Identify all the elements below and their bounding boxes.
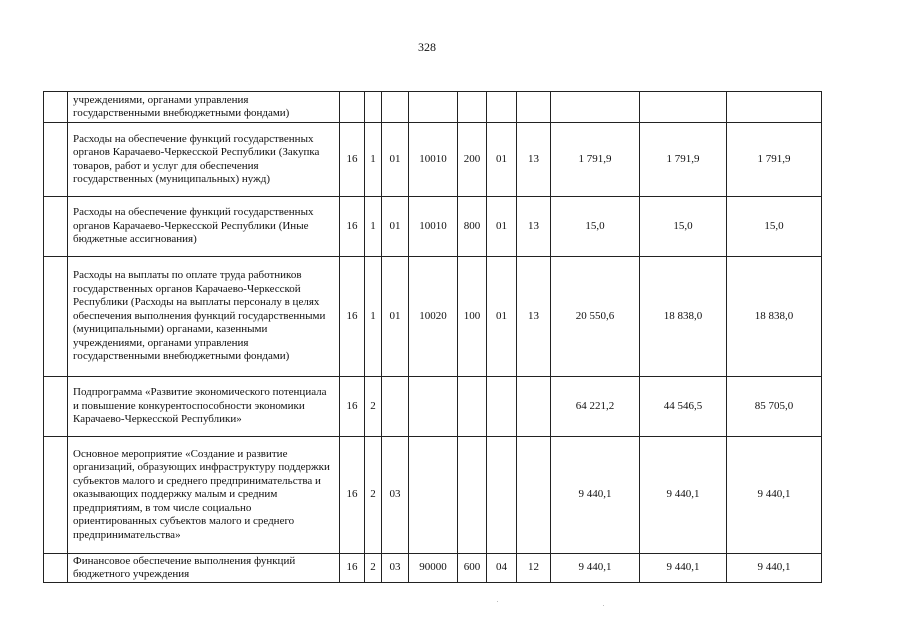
amount-year-1: 9 440,1 [551, 437, 640, 554]
row-number-cell [44, 377, 68, 437]
amount-year-2: 9 440,1 [640, 554, 727, 583]
table-row [44, 197, 822, 257]
amount-year-1: 64 221,2 [551, 377, 640, 437]
code-section: 01 [487, 197, 517, 257]
code-direction: 10010 [409, 197, 458, 257]
code-expense-type [458, 92, 487, 123]
row-description: Расходы на обеспечение функций государственных органов Карачаево-Черкесской Республики (Иные бюджетные ассигнования) [68, 197, 340, 257]
code-section [487, 377, 517, 437]
row-number-cell [44, 197, 68, 257]
code-direction: 10010 [409, 123, 458, 197]
code-subsection [517, 92, 551, 123]
code-program: 1 [365, 257, 382, 377]
scan-speck [497, 601, 498, 602]
row-description: Финансовое обеспечение выполнения функций бюджетного учреждения [68, 554, 340, 583]
code-subsection: 13 [517, 257, 551, 377]
table-row [44, 377, 822, 437]
budget-table-body [44, 92, 822, 583]
code-subsection: 12 [517, 554, 551, 583]
row-description: Основное мероприятие «Создание и развитие организаций, образующих инфраструктуру поддержки субъектов малого и среднего предпринимательства и оказывающих поддержку малым и средним предприятиям, в том числе социально ориентированных субъектов малого и среднего предпринимательства» [68, 437, 340, 554]
amount-year-3: 9 440,1 [727, 437, 822, 554]
code-subprogram: 03 [382, 554, 409, 583]
code-direction: 10020 [409, 257, 458, 377]
amount-year-3: 9 440,1 [727, 554, 822, 583]
amount-year-3: 18 838,0 [727, 257, 822, 377]
code-program: 2 [365, 377, 382, 437]
code-program [365, 92, 382, 123]
code-subsection: 13 [517, 123, 551, 197]
row-number-cell [44, 92, 68, 123]
code-section [487, 92, 517, 123]
amount-year-1: 15,0 [551, 197, 640, 257]
row-description: Подпрограмма «Развитие экономического потенциала и повышение конкурентоспособности экономики Карачаево-Черкесской Республики» [68, 377, 340, 437]
code-program: 2 [365, 554, 382, 583]
row-number-cell [44, 437, 68, 554]
table-row [44, 257, 822, 377]
code-ministry: 16 [340, 123, 365, 197]
amount-year-2: 9 440,1 [640, 437, 727, 554]
code-expense-type: 600 [458, 554, 487, 583]
amount-year-3: 1 791,9 [727, 123, 822, 197]
code-expense-type: 100 [458, 257, 487, 377]
code-program: 2 [365, 437, 382, 554]
code-ministry: 16 [340, 437, 365, 554]
code-program: 1 [365, 123, 382, 197]
amount-year-3: 85 705,0 [727, 377, 822, 437]
amount-year-1: 1 791,9 [551, 123, 640, 197]
row-number-cell [44, 257, 68, 377]
code-section: 01 [487, 257, 517, 377]
code-expense-type [458, 377, 487, 437]
amount-year-1: 20 550,6 [551, 257, 640, 377]
code-ministry: 16 [340, 377, 365, 437]
code-subsection [517, 437, 551, 554]
amount-year-2: 44 546,5 [640, 377, 727, 437]
code-expense-type: 800 [458, 197, 487, 257]
code-ministry: 16 [340, 197, 365, 257]
code-ministry: 16 [340, 554, 365, 583]
row-description: Расходы на выплаты по оплате труда работников государственных органов Карачаево-Черкесской Республики (Расходы на выплаты персоналу в целях обеспечения выполнения функций государственными (муниципальными) органами, казенными учреждениями, органами управления государственными внебюджетными фондами) [68, 257, 340, 377]
page-number: 328 [418, 40, 436, 54]
code-ministry [340, 92, 365, 123]
amount-year-3: 15,0 [727, 197, 822, 257]
amount-year-2 [640, 92, 727, 123]
code-direction: 90000 [409, 554, 458, 583]
amount-year-1 [551, 92, 640, 123]
row-number-cell [44, 123, 68, 197]
code-subprogram: 03 [382, 437, 409, 554]
amount-year-1: 9 440,1 [551, 554, 640, 583]
code-subsection [517, 377, 551, 437]
amount-year-2: 15,0 [640, 197, 727, 257]
table-row [44, 437, 822, 554]
amount-year-2: 18 838,0 [640, 257, 727, 377]
code-program: 1 [365, 197, 382, 257]
code-expense-type: 200 [458, 123, 487, 197]
code-subprogram: 01 [382, 123, 409, 197]
code-subprogram: 01 [382, 197, 409, 257]
code-section: 04 [487, 554, 517, 583]
scan-speck [603, 605, 604, 606]
table-row [44, 123, 822, 197]
code-section: 01 [487, 123, 517, 197]
row-number-cell [44, 554, 68, 583]
code-direction [409, 377, 458, 437]
code-subsection: 13 [517, 197, 551, 257]
code-subprogram [382, 92, 409, 123]
code-direction [409, 437, 458, 554]
code-section [487, 437, 517, 554]
table-row [44, 92, 822, 123]
code-expense-type [458, 437, 487, 554]
row-description: Расходы на обеспечение функций государственных органов Карачаево-Черкесской Республики (Закупка товаров, работ и услуг для обеспечения государственных (муниципальных) нужд) [68, 123, 340, 197]
code-subprogram [382, 377, 409, 437]
code-direction [409, 92, 458, 123]
code-ministry: 16 [340, 257, 365, 377]
budget-table [43, 91, 822, 583]
amount-year-3 [727, 92, 822, 123]
table-row [44, 554, 822, 583]
amount-year-2: 1 791,9 [640, 123, 727, 197]
row-description: учреждениями, органами управления государственными внебюджетными фондами) [68, 92, 340, 123]
code-subprogram: 01 [382, 257, 409, 377]
